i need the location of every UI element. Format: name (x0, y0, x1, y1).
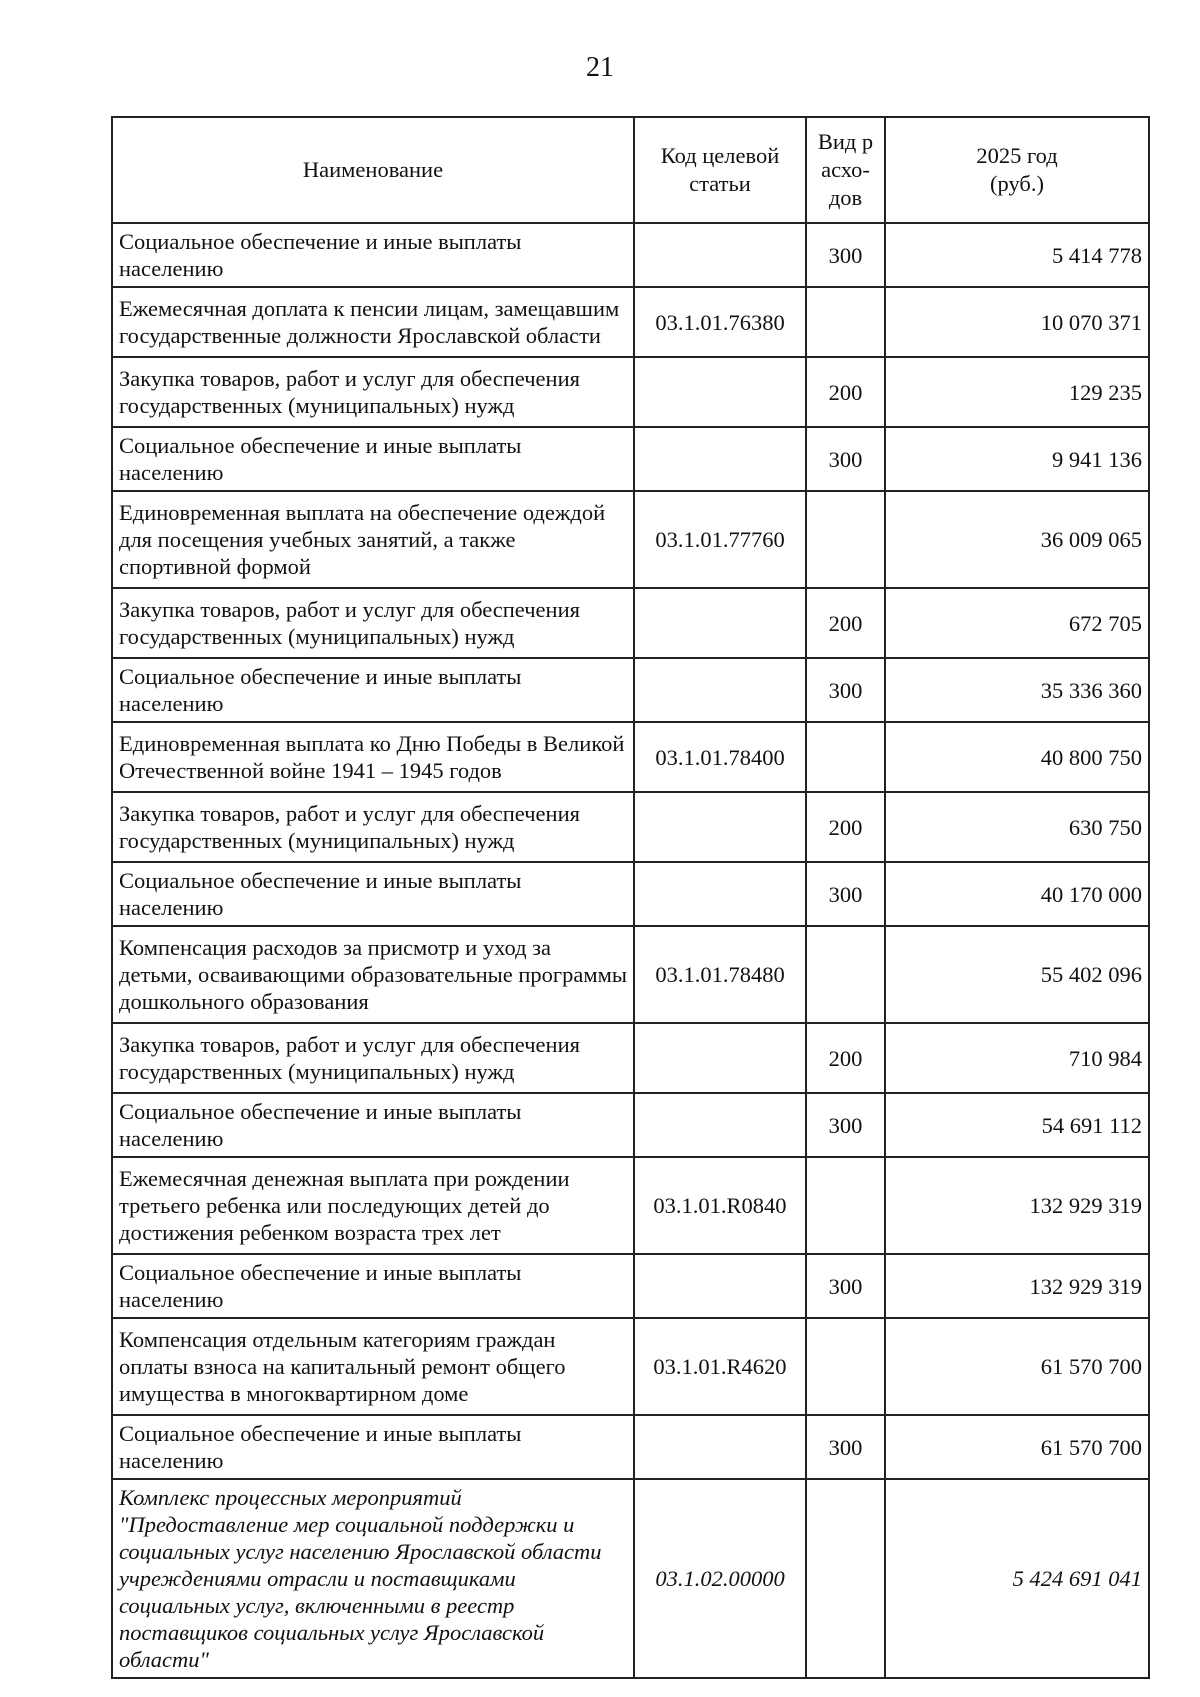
row-name: Закупка товаров, работ и услуг для обеспечения государственных (муниципальных) нужд (112, 1023, 634, 1093)
row-amount: 129 235 (885, 357, 1149, 427)
row-amount: 672 705 (885, 588, 1149, 658)
row-amount: 10 070 371 (885, 287, 1149, 357)
row-amount: 5 414 778 (885, 223, 1149, 287)
table-row (112, 357, 1149, 427)
row-amount: 132 929 319 (885, 1157, 1149, 1254)
column-header-code-text: Код целевой статьи (660, 143, 780, 196)
row-name: Социальное обеспечение и иные выплаты населению (112, 223, 634, 287)
row-name: Социальное обеспечение и иные выплаты населению (112, 427, 634, 491)
row-kind: 200 (806, 588, 885, 658)
row-code (634, 357, 806, 427)
row-code: 03.1.01.78400 (634, 722, 806, 792)
row-name: Единовременная выплата на обеспечение одеждой для посещения учебных занятий, а также спортивной формой (112, 491, 634, 588)
table-row (112, 588, 1149, 658)
row-code (634, 1023, 806, 1093)
row-kind (806, 491, 885, 588)
table-row (112, 658, 1149, 722)
row-name: Социальное обеспечение и иные выплаты населению (112, 1254, 634, 1318)
row-code (634, 1254, 806, 1318)
column-header-amount (885, 117, 1149, 223)
row-code (634, 1415, 806, 1479)
row-amount: 710 984 (885, 1023, 1149, 1093)
row-amount: 5 424 691 041 (885, 1479, 1149, 1678)
row-kind (806, 287, 885, 357)
row-kind (806, 926, 885, 1023)
row-amount: 630 750 (885, 792, 1149, 862)
row-amount: 40 800 750 (885, 722, 1149, 792)
row-amount: 61 570 700 (885, 1318, 1149, 1415)
row-kind (806, 1157, 885, 1254)
row-amount: 35 336 360 (885, 658, 1149, 722)
table-row (112, 1157, 1149, 1254)
row-kind: 300 (806, 1093, 885, 1157)
row-code (634, 588, 806, 658)
row-amount: 36 009 065 (885, 491, 1149, 588)
budget-table (111, 116, 1150, 1679)
row-code (634, 223, 806, 287)
table-header-row (112, 117, 1149, 223)
row-code: 03.1.01.R4620 (634, 1318, 806, 1415)
row-amount: 9 941 136 (885, 427, 1149, 491)
table-row (112, 792, 1149, 862)
row-name: Ежемесячная денежная выплата при рождении третьего ребенка или последующих детей до достижения ребенком возраста трех лет (112, 1157, 634, 1254)
row-kind: 300 (806, 658, 885, 722)
table-row (112, 427, 1149, 491)
row-code: 03.1.01.76380 (634, 287, 806, 357)
column-header-code (634, 117, 806, 223)
column-header-name: Наименование (112, 117, 634, 223)
row-amount: 54 691 112 (885, 1093, 1149, 1157)
row-amount: 40 170 000 (885, 862, 1149, 926)
row-code: 03.1.01.77760 (634, 491, 806, 588)
row-kind: 300 (806, 223, 885, 287)
row-kind: 200 (806, 357, 885, 427)
row-code (634, 1093, 806, 1157)
table-row (112, 1415, 1149, 1479)
column-header-amount-text: 2025 год (руб.) (976, 143, 1058, 196)
row-amount: 132 929 319 (885, 1254, 1149, 1318)
row-kind (806, 722, 885, 792)
row-kind: 300 (806, 1415, 885, 1479)
row-name: Компенсация отдельным категориям граждан оплаты взноса на капитальный ремонт общего имущества в многоквартирном доме (112, 1318, 634, 1415)
row-kind (806, 1318, 885, 1415)
row-name: Комплекс процессных мероприятий "Предоставление мер социальной поддержки и социальных услуг населению Ярославской области учреждениями отрасли и поставщиками социальных услуг, включенными в реестр поставщиков социальных услуг Ярославской области" (112, 1479, 634, 1678)
row-name: Социальное обеспечение и иные выплаты населению (112, 862, 634, 926)
table-row (112, 223, 1149, 287)
row-name: Закупка товаров, работ и услуг для обеспечения государственных (муниципальных) нужд (112, 588, 634, 658)
column-header-kind-text: Вид расхо-дов (817, 129, 874, 210)
table-row (112, 287, 1149, 357)
table-row-program-complex (112, 1479, 1149, 1678)
table-row (112, 1318, 1149, 1415)
table-row (112, 862, 1149, 926)
row-code (634, 658, 806, 722)
row-name: Компенсация расходов за присмотр и уход за детьми, осваивающими образовательные программы дошкольного образования (112, 926, 634, 1023)
row-kind: 300 (806, 862, 885, 926)
table-row (112, 1023, 1149, 1093)
row-name: Социальное обеспечение и иные выплаты населению (112, 658, 634, 722)
row-name: Закупка товаров, работ и услуг для обеспечения государственных (муниципальных) нужд (112, 357, 634, 427)
table-row (112, 1254, 1149, 1318)
row-code (634, 792, 806, 862)
row-code (634, 862, 806, 926)
table-row (112, 722, 1149, 792)
row-kind (806, 1479, 885, 1678)
table-row (112, 926, 1149, 1023)
table-row (112, 1093, 1149, 1157)
row-amount: 55 402 096 (885, 926, 1149, 1023)
column-header-kind (806, 117, 885, 223)
row-code: 03.1.01.78480 (634, 926, 806, 1023)
row-kind: 200 (806, 792, 885, 862)
row-name: Ежемесячная доплата к пенсии лицам, замещавшим государственные должности Ярославской области (112, 287, 634, 357)
row-kind: 200 (806, 1023, 885, 1093)
row-kind: 300 (806, 1254, 885, 1318)
row-code: 03.1.01.R0840 (634, 1157, 806, 1254)
page-number: 21 (586, 52, 614, 83)
table-row (112, 491, 1149, 588)
row-name: Социальное обеспечение и иные выплаты населению (112, 1093, 634, 1157)
row-amount: 61 570 700 (885, 1415, 1149, 1479)
row-code: 03.1.02.00000 (634, 1479, 806, 1678)
row-code (634, 427, 806, 491)
row-name: Социальное обеспечение и иные выплаты населению (112, 1415, 634, 1479)
row-name: Закупка товаров, работ и услуг для обеспечения государственных (муниципальных) нужд (112, 792, 634, 862)
row-name: Единовременная выплата ко Дню Победы в Великой Отечественной войне 1941 – 1945 годов (112, 722, 634, 792)
row-kind: 300 (806, 427, 885, 491)
